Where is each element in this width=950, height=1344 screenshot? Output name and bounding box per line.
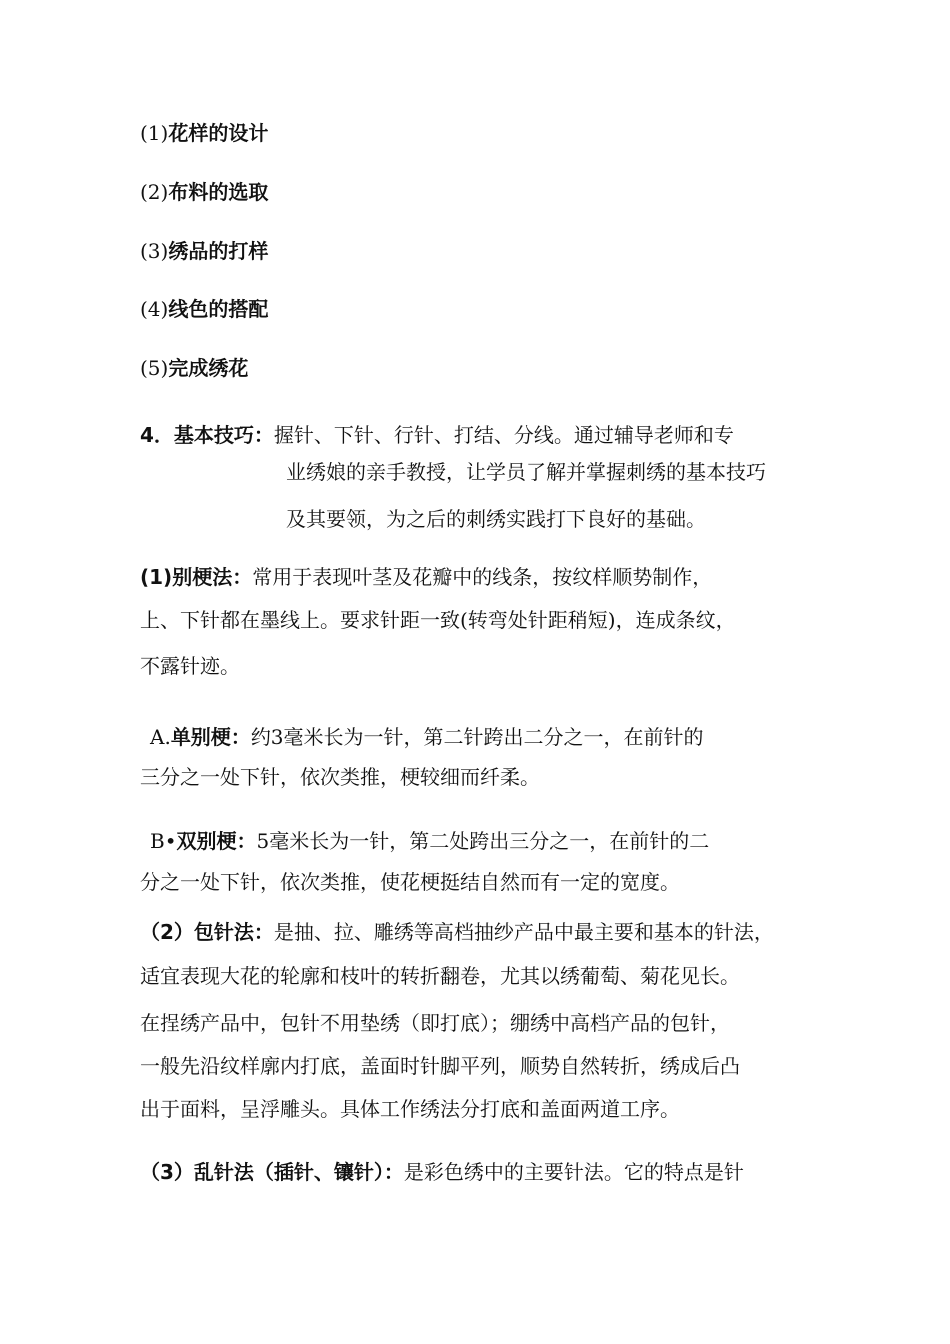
section-heading: 4．基本技巧： [140, 423, 274, 447]
paragraph-line: B•双别梗：5毫米长为一针，第二处跨出三分之一，在前针的二 [150, 829, 710, 853]
list-item: (1)花样的设计 [140, 121, 269, 145]
paragraph-line: 适宜表现大花的轮廓和枝叶的转折翻卷，尤其以绣葡萄、菊花见长。 [140, 964, 740, 988]
paragraph-line: （2）包针法：是抽、拉、雕绣等高档抽纱产品中最主要和基本的针法， [140, 920, 774, 944]
list-item: (2)布料的选取 [140, 180, 269, 204]
paragraph-line: 上、下针都在墨线上。要求针距一致(转弯处针距稍短)，连成条纹， [140, 608, 736, 632]
term-label: 单别梗： [170, 725, 251, 749]
paragraph-line: 一般先沿纹样廓内打底，盖面时针脚平列，顺势自然转折，绣成后凸 [140, 1054, 740, 1078]
term-label: 双别梗： [176, 829, 257, 853]
section-basic-skills-line: 4．基本技巧：握针、下针、行针、打结、分线。通过辅导老师和专 [140, 423, 734, 447]
paragraph-line: 在挰绣产品中，包针不用垫绣（即打底）；绷绣中高档产品的包针， [140, 1011, 730, 1035]
paragraph-line: 出于面料，呈浮雕头。具体工作绣法分打底和盖面两道工序。 [140, 1097, 680, 1121]
term-label: (1)别梗法： [140, 565, 253, 589]
term-label: （2）包针法： [140, 920, 274, 944]
term-label: （3）乱针法（插针、镶针）： [140, 1160, 404, 1184]
paragraph-line: （3）乱针法（插针、镶针）：是彩色绣中的主要针法。它的特点是针 [140, 1160, 744, 1184]
paragraph-line: 及其要领，为之后的刺绣实践打下良好的基础。 [286, 507, 706, 531]
paragraph-line: 业绣娘的亲手教授，让学员了解并掌握刺绣的基本技巧 [286, 460, 766, 484]
paragraph-line: 分之一处下针，依次类推，使花梗挺结自然而有一定的宽度。 [140, 870, 680, 894]
list-item: (3)绣品的打样 [140, 239, 269, 263]
list-item: (4)线色的搭配 [140, 297, 269, 321]
paragraph-line: 不露针迹。 [140, 654, 240, 678]
paragraph-line: 三分之一处下针，依次类推，梗较细而纤柔。 [140, 765, 540, 789]
paragraph-line: (1)别梗法：常用于表现叶茎及花瓣中的线条，按纹样顺势制作， [140, 565, 713, 589]
list-item: (5)完成绣花 [140, 356, 249, 380]
paragraph-line: A.单别梗：约3毫米长为一针，第二针跨出二分之一，在前针的 [150, 725, 704, 749]
